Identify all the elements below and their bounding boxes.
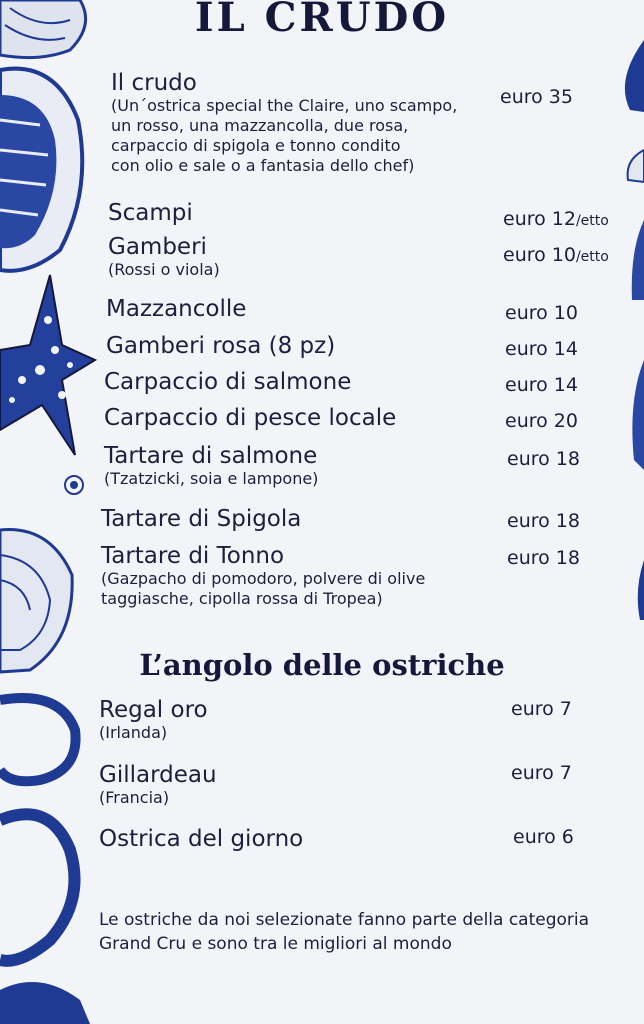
menu-item-gamberi-rosa <box>106 333 335 359</box>
menu-item-gamberi <box>108 234 220 280</box>
menu-item-scampi <box>108 200 193 226</box>
item-price: euro 10 <box>505 302 578 324</box>
right-shell-icon <box>625 40 644 620</box>
price-unit: /etto <box>575 249 609 265</box>
item-desc: taggiasche, cipolla rossa di Tropea) <box>101 589 383 608</box>
item-price: euro 7 <box>511 698 572 720</box>
item-name: Tartare di Spigola <box>101 506 302 532</box>
price-unit: /etto <box>575 213 609 229</box>
menu-item-carpaccio-salmone <box>104 369 351 395</box>
note-line: Le ostriche da noi selezionate fanno parte della categoria <box>99 910 590 930</box>
menu-item-gillardeau <box>99 762 217 808</box>
item-desc: con olio e sale o a fantasia dello chef) <box>111 156 415 175</box>
item-price: euro 12/etto <box>503 208 609 230</box>
menu-item-tartare-salmone <box>104 443 318 489</box>
item-name: Scampi <box>108 200 193 226</box>
octopus-tentacle-icon <box>0 698 90 1024</box>
item-name: Carpaccio di salmone <box>104 369 352 395</box>
item-name: Carpaccio di pesce locale <box>104 405 397 431</box>
item-name: Tartare di salmone <box>104 443 318 469</box>
item-price: euro 7 <box>511 762 572 784</box>
item-name: Gillardeau <box>99 762 217 788</box>
clam-icon <box>0 69 82 271</box>
item-desc: (Francia) <box>99 788 170 807</box>
menu-item-il-crudo <box>111 70 457 176</box>
oyster-note <box>99 908 589 956</box>
starfish-icon <box>0 275 95 455</box>
item-desc: (Irlanda) <box>99 723 168 742</box>
item-name: Tartare di Tonno <box>101 543 285 569</box>
item-name: Gamberi <box>108 234 207 260</box>
item-desc: (Rossi o viola) <box>108 260 220 279</box>
item-desc: (Gazpacho di pomodoro, polvere di olive <box>101 569 426 588</box>
menu-item-tartare-spigola <box>101 506 301 532</box>
item-name: Gamberi rosa (8 pz) <box>106 333 336 359</box>
item-price: euro 18 <box>507 547 580 569</box>
menu-item-mazzancolle <box>106 296 246 322</box>
menu-item-carpaccio-pesce-locale <box>104 405 396 431</box>
menu-item-tartare-tonno <box>101 543 425 609</box>
snail-icon <box>65 476 83 494</box>
page-title: IL CRUDO <box>194 0 450 41</box>
item-desc: (Tzatzicki, soia e lampone) <box>104 469 319 488</box>
item-price: euro 14 <box>505 338 578 360</box>
item-price: euro 35 <box>500 86 573 108</box>
menu-item-regal-oro <box>99 697 208 743</box>
item-desc: carpaccio di spigola e tonno condito <box>111 136 401 155</box>
section-title-ostriche: L’angolo delle ostriche <box>139 648 505 682</box>
item-price: euro 18 <box>507 510 580 532</box>
item-name: Il crudo <box>111 70 197 96</box>
item-name: Regal oro <box>99 697 208 723</box>
item-name: Mazzancolle <box>106 296 247 322</box>
item-desc: un rosso, una mazzancolla, due rosa, <box>111 116 409 135</box>
item-price: euro 6 <box>513 826 574 848</box>
note-line: Grand Cru e sono tra le migliori al mondo <box>99 934 452 954</box>
item-name: Ostrica del giorno <box>99 826 304 852</box>
item-price: euro 20 <box>505 410 578 432</box>
item-price: euro 10/etto <box>503 244 609 266</box>
item-price: euro 18 <box>507 448 580 470</box>
item-desc: (Un´ostrica special the Claire, uno scampo, <box>111 96 458 115</box>
menu-item-ostrica-del-giorno <box>99 826 303 852</box>
item-price: euro 14 <box>505 374 578 396</box>
